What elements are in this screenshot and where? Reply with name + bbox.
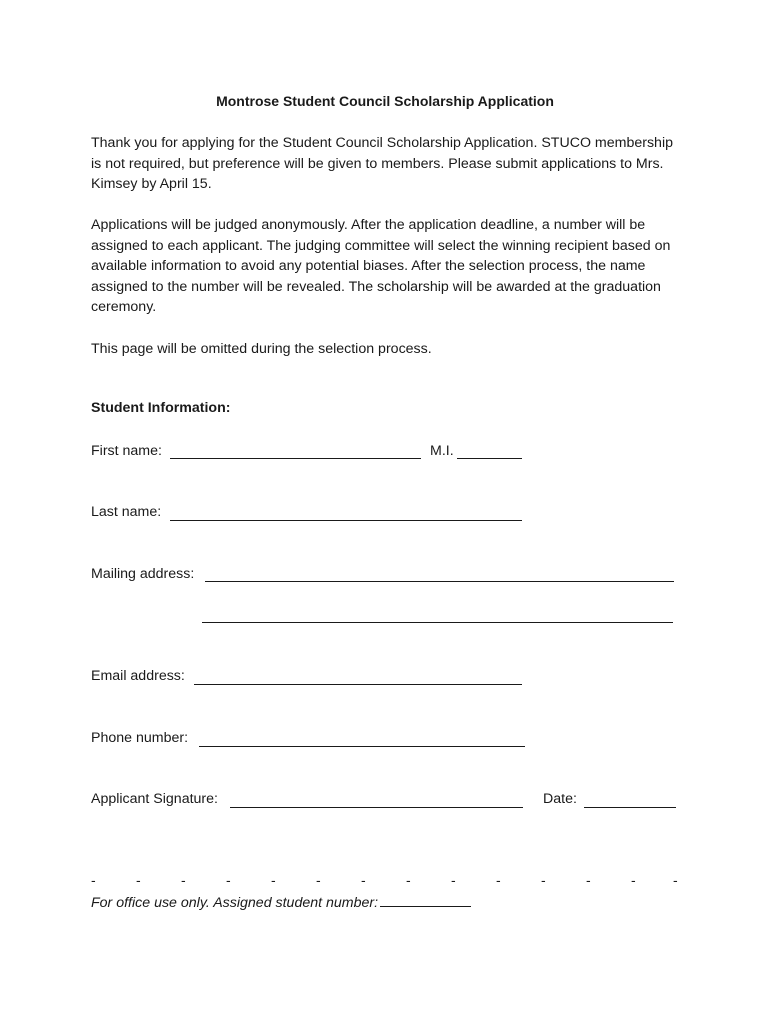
cut-line-dash: - [91,872,96,888]
office-use-label: For office use only. Assigned student number: [91,895,379,911]
cut-line-dash: - [136,872,141,888]
signature-label: Applicant Signature: [91,791,218,807]
cut-line-dash: - [496,872,501,888]
cut-line-dash: - [451,872,456,888]
middle-initial-blank[interactable] [457,458,522,459]
office-use-note [91,893,471,911]
cut-line-dash: - [226,872,231,888]
first-name-blank[interactable] [170,458,421,459]
email-address-blank[interactable] [194,684,522,685]
assigned-number-blank[interactable] [380,893,471,907]
judging-paragraph: Applications will be judged anonymously. After the application deadline, a number will be assigned to each applicant. The judging committee will select the winning recipient based on available information to avoid any potential biases. After the selection process, the name assigned to the number will be revealed. The scholarship will be awarded at the graduation ceremony. [91,217,671,316]
mailing-address-blank-line-1[interactable] [205,581,674,582]
date-label: Date: [543,791,577,807]
signature-blank[interactable] [230,807,523,808]
cut-line-dash: - [631,872,636,888]
last-name-label: Last name: [91,504,162,520]
intro-paragraph: Thank you for applying for the Student Council Scholarship Application. STUCO membership is not required, but preference will be given to members. Please submit applications to Mrs. Kimsey by April 15. [91,135,673,193]
cut-line-dash: - [181,872,186,888]
last-name-blank[interactable] [170,520,522,521]
email-address-label: Email address: [91,668,185,684]
cut-line-dash: - [361,872,366,888]
page-title: Montrose Student Council Scholarship Application [216,93,554,109]
first-name-label: First name: [91,443,162,459]
cut-line-dash: - [406,872,411,888]
date-blank[interactable] [584,807,676,808]
phone-number-blank[interactable] [199,746,525,747]
section-heading: Student Information: [91,400,231,416]
omission-note: This page will be omitted during the selection process. [91,341,432,357]
mailing-address-label: Mailing address: [91,566,195,582]
cut-line-dash: - [316,872,321,888]
cut-line-dash: - [586,872,591,888]
mailing-address-blank-line-2[interactable] [202,622,673,623]
middle-initial-label: M.I. [430,443,454,459]
cut-line-dash: - [271,872,276,888]
cut-line-dash: - [541,872,546,888]
cut-line-dash: - [673,872,678,888]
phone-number-label: Phone number: [91,730,189,746]
